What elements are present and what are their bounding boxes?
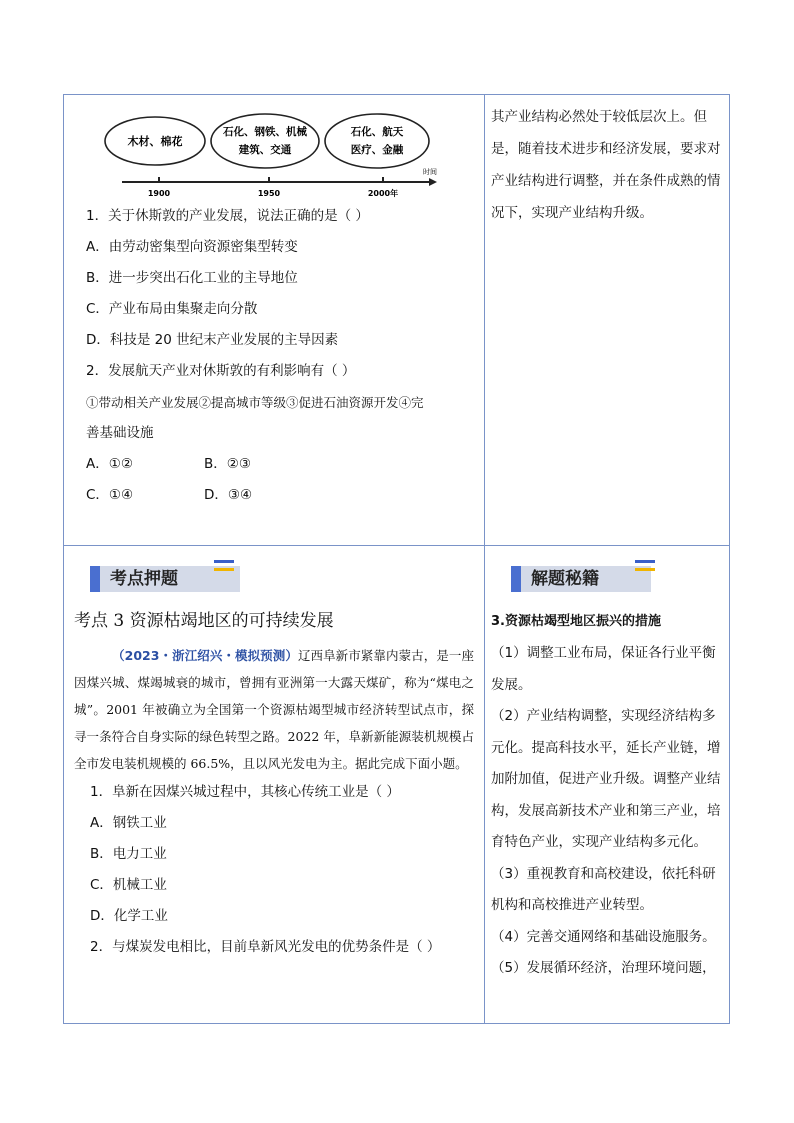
tip-1: （1）调整工业布局，保证各行业平衡发展。: [491, 645, 716, 693]
material-paragraph: [74, 642, 474, 777]
question-2-statements-cont: 善基础设施: [86, 425, 154, 441]
question-2: 2．与煤炭发电相比，目前阜新风光发电的优势条件是（ ）: [90, 939, 441, 955]
question-1: 1．关于休斯敦的产业发展，说法正确的是（ ）: [86, 208, 369, 224]
timeline-axis-label: 时间: [423, 168, 437, 176]
timeline-node-1950-label-2: 建筑、交通: [238, 144, 292, 156]
question-1-option-c: C．产业布局由集聚走向分散: [86, 301, 258, 317]
question-1-option-a: A．由劳动密集型向资源密集型转变: [86, 239, 298, 255]
question-2-options-row-2: [86, 480, 474, 511]
timeline-tick-1900: 1900: [147, 189, 171, 198]
question-1-option-b: B．进一步突出石化工业的主导地位: [86, 270, 298, 286]
section-header-label: 解题秘籍: [531, 569, 599, 589]
question-2-option-d: D．③④: [204, 487, 253, 503]
question-cell-top: [64, 95, 484, 545]
timeline-node-1900-label: 木材、棉花: [127, 135, 183, 148]
question-1-option-b: B．电力工业: [90, 846, 167, 862]
timeline-node-2000: [325, 114, 429, 168]
question-2-statements: ①带动相关产业发展②提高城市等级③促进石油资源开发④完: [86, 395, 424, 410]
section-header-kaodian: [74, 560, 474, 596]
timeline-arrow: [429, 178, 437, 186]
question-1-option-a: A．钢铁工业: [90, 815, 167, 831]
timeline-node-2000-label-2: 医疗、金融: [350, 144, 404, 156]
industry-timeline-diagram: [104, 109, 444, 201]
tip-3: （3）重视教育和高校建设，依托科研机构和高校推进产业转型。: [491, 865, 716, 913]
tip-4: （4）完善交通网络和基础设施服务。: [491, 928, 716, 945]
question-2: 2．发展航天产业对休斯敦的有利影响有（ ）: [86, 363, 356, 379]
question-1-option-c: C．机械工业: [90, 877, 167, 893]
explanation-text: 其产业结构必然处于较低层次上。但是，随着技术进步和经济发展，要求对产业结构进行调整，并在条件成熟的情况下，实现产业结构升级。: [491, 109, 721, 221]
explanation-cell-bottom: [485, 546, 730, 1023]
section-header-jieti: [491, 560, 722, 596]
question-2-option-a: A．①②: [86, 456, 133, 472]
material-text: 辽西阜新市紧靠内蒙古，是一座因煤兴城、煤竭城衰的城市，曾拥有亚洲第一大露天煤矿，称为“煤电之城”。2001 年被确立为全国第一个资源枯竭型城市经济转型试点市，探寻一条符合自身实际的绿色转型之路。2022 年，阜新新能源装机规模占全市发电装机规模的 66.5%，且以风光发电为主。据此完成下面小题。: [74, 648, 474, 771]
question-1-option-d: D．化学工业: [90, 908, 168, 924]
question-2-options-row-1: [86, 449, 474, 480]
section-header-label: 考点押题: [110, 569, 178, 589]
question-1-option-d: D．科技是 20 世纪末产业发展的主导因素: [86, 332, 339, 348]
timeline-node-1950: [211, 114, 319, 168]
timeline-tick-1950: 1950: [257, 189, 281, 198]
question-2-option-b: B．②③: [204, 456, 251, 472]
timeline-node-2000-label-1: 石化、航天: [350, 126, 404, 138]
timeline-node-1950-label-1: 石化、钢铁、机械: [223, 126, 307, 138]
question-cell-bottom: [64, 546, 484, 1023]
worksheet-table: [63, 94, 730, 1024]
tips-title: 3.资源枯竭型地区振兴的措施: [491, 614, 661, 629]
tip-2: （2）产业结构调整，实现经济结构多元化。提高科技水平，延长产业链，增加附加值，促进产业升级。调整产业结构，发展高新技术产业和第三产业，培育特色产业，实现产业结构多元化。: [491, 708, 721, 850]
source-tag: （2023・浙江绍兴・模拟预测）: [112, 648, 298, 663]
topic-title: 考点 3 资源枯竭地区的可持续发展: [74, 611, 334, 631]
tip-5: （5）发展循环经济，治理环境问题，: [491, 960, 716, 976]
question-2-option-c: C．①④: [86, 487, 134, 503]
explanation-cell-top: [485, 95, 730, 545]
timeline-tick-2000: 2000年: [367, 189, 399, 198]
question-1: 1．阜新在因煤兴城过程中，其核心传统工业是（ ）: [90, 784, 400, 800]
